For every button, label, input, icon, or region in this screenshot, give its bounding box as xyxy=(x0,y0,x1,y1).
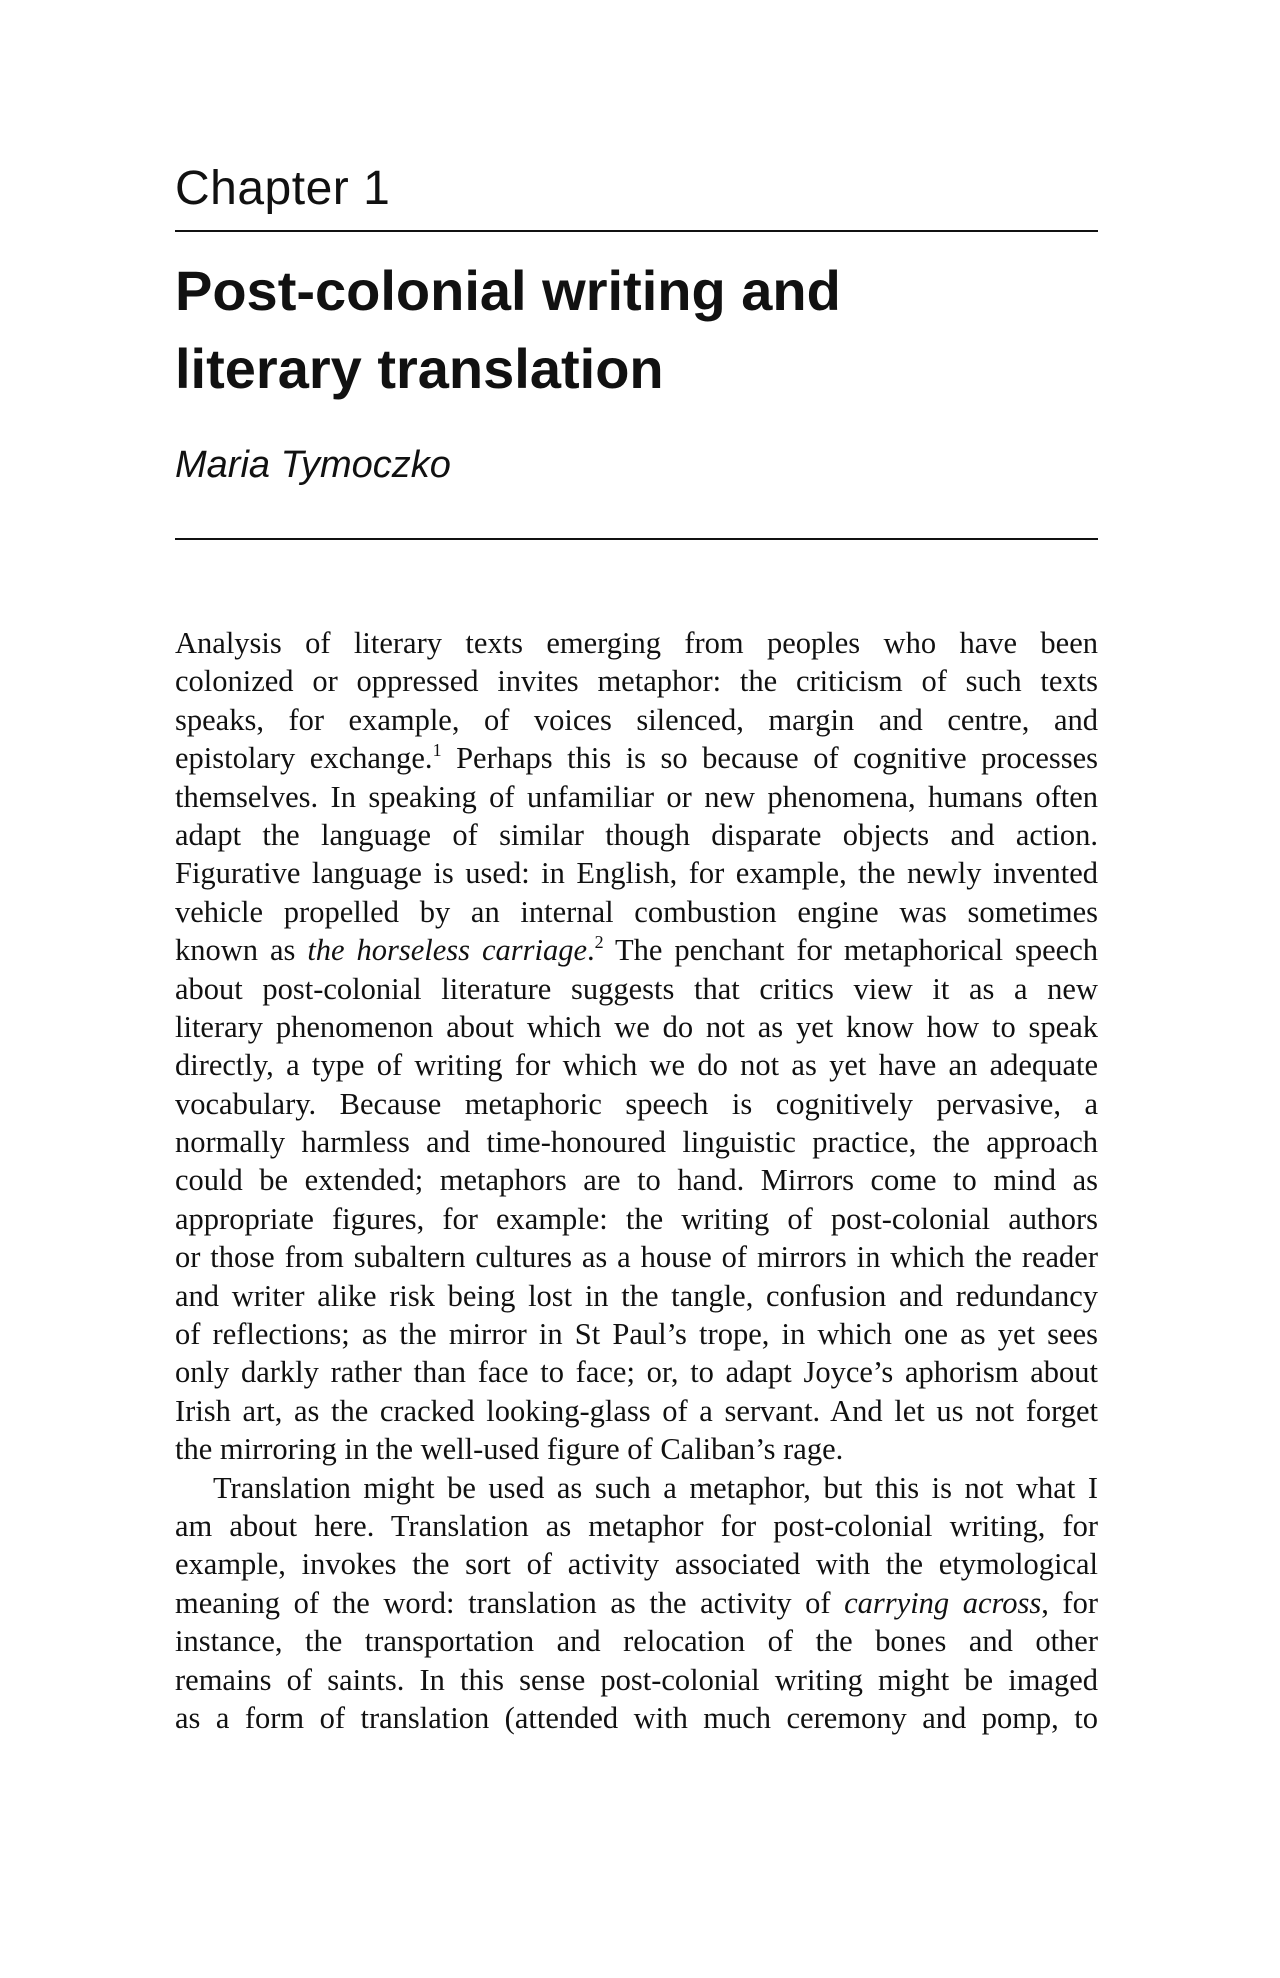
footnote-ref: 1 xyxy=(432,740,442,761)
text-line: only darkly rather than face to face; or, to adapt Joyce’s aphorism about xyxy=(175,1355,1098,1390)
text-line: appropriate figures, for example: the writing of post-colonial authors xyxy=(175,1201,1098,1236)
text-line: Translation might be used as such a metaphor, but this is not what I xyxy=(213,1470,1098,1505)
text-line: about post-colonial literature suggests that critics view it as a new xyxy=(175,971,1098,1006)
text-line: directly, a type of writing for which we do not as yet have an adequate xyxy=(175,1048,1098,1083)
paragraph-2 xyxy=(175,1469,1098,1738)
chapter-bottom-rule xyxy=(175,538,1098,540)
text-line: colonized or oppressed invites metaphor: the criticism of such texts xyxy=(175,664,1098,699)
text-segment: known as xyxy=(175,933,308,968)
paragraph-1 xyxy=(175,624,1098,1469)
text-segment: meaning of the word: translation as the activity of xyxy=(175,1585,845,1620)
text-line: Figurative language is used: in English, for example, the newly invented xyxy=(175,856,1098,891)
footnote-ref: 2 xyxy=(594,932,604,953)
chapter-title xyxy=(175,252,1098,408)
chapter-title-line-1: Post-colonial writing and xyxy=(175,259,841,322)
text-segment: Perhaps this is so because of cognitive processes xyxy=(441,741,1098,776)
text-line: as a form of translation (attended with much ceremony and pomp, to xyxy=(175,1700,1098,1735)
text-line: vocabulary. Because metaphoric speech is cognitively pervasive, a xyxy=(175,1086,1098,1121)
chapter-title-line-2: literary translation xyxy=(175,337,664,400)
text-line: could be extended; metaphors are to hand. Mirrors come to mind as xyxy=(175,1163,1098,1198)
text-line: Irish art, as the cracked looking-glass of a servant. And let us not forget xyxy=(175,1393,1098,1428)
text-segment: , for xyxy=(1041,1585,1098,1620)
text-line: normally harmless and time-honoured linguistic practice, the approach xyxy=(175,1125,1098,1160)
text-line: Analysis of literary texts emerging from peoples who have been xyxy=(175,626,1098,660)
text-line: remains of saints. In this sense post-colonial writing might be imaged xyxy=(175,1662,1098,1697)
text-segment: The penchant for metaphorical speech xyxy=(603,933,1099,968)
text-line: literary phenomenon about which we do not as yet know how to speak xyxy=(175,1009,1098,1044)
text-line: adapt the language of similar though disparate objects and action. xyxy=(175,817,1098,852)
text-line: of reflections; as the mirror in St Paul’s trope, in which one as yet sees xyxy=(175,1317,1098,1352)
text-line: speaks, for example, of voices silenced, margin and centre, and xyxy=(175,702,1098,737)
text-line: vehicle propelled by an internal combustion engine was sometimes xyxy=(175,894,1098,929)
italic-phrase: carrying across xyxy=(844,1585,1042,1620)
text-line: or those from subaltern cultures as a house of mirrors in which the reader xyxy=(175,1240,1098,1275)
text-line: and writer alike risk being lost in the tangle, confusion and redundancy xyxy=(175,1278,1098,1313)
text-line: the mirroring in the well-used figure of Caliban’s rage. xyxy=(175,1432,844,1467)
text-line: example, invokes the sort of activity associated with the etymological xyxy=(175,1547,1098,1582)
text-segment: . xyxy=(587,933,595,968)
body-text xyxy=(175,624,1098,1737)
text-line xyxy=(175,1584,1098,1622)
text-line: am about here. Translation as metaphor for post-colonial writing, for xyxy=(175,1508,1098,1543)
chapter-author: Maria Tymoczko xyxy=(175,444,451,486)
text-line xyxy=(175,739,1098,777)
text-line: instance, the transportation and relocation of the bones and other xyxy=(175,1624,1098,1659)
chapter-top-rule xyxy=(175,230,1098,232)
text-line xyxy=(175,931,1098,969)
text-line: themselves. In speaking of unfamiliar or new phenomena, humans often xyxy=(175,779,1098,814)
text-segment: epistolary exchange. xyxy=(175,741,433,776)
italic-phrase: the horseless carriage xyxy=(307,933,588,968)
chapter-label: Chapter 1 xyxy=(175,162,391,215)
